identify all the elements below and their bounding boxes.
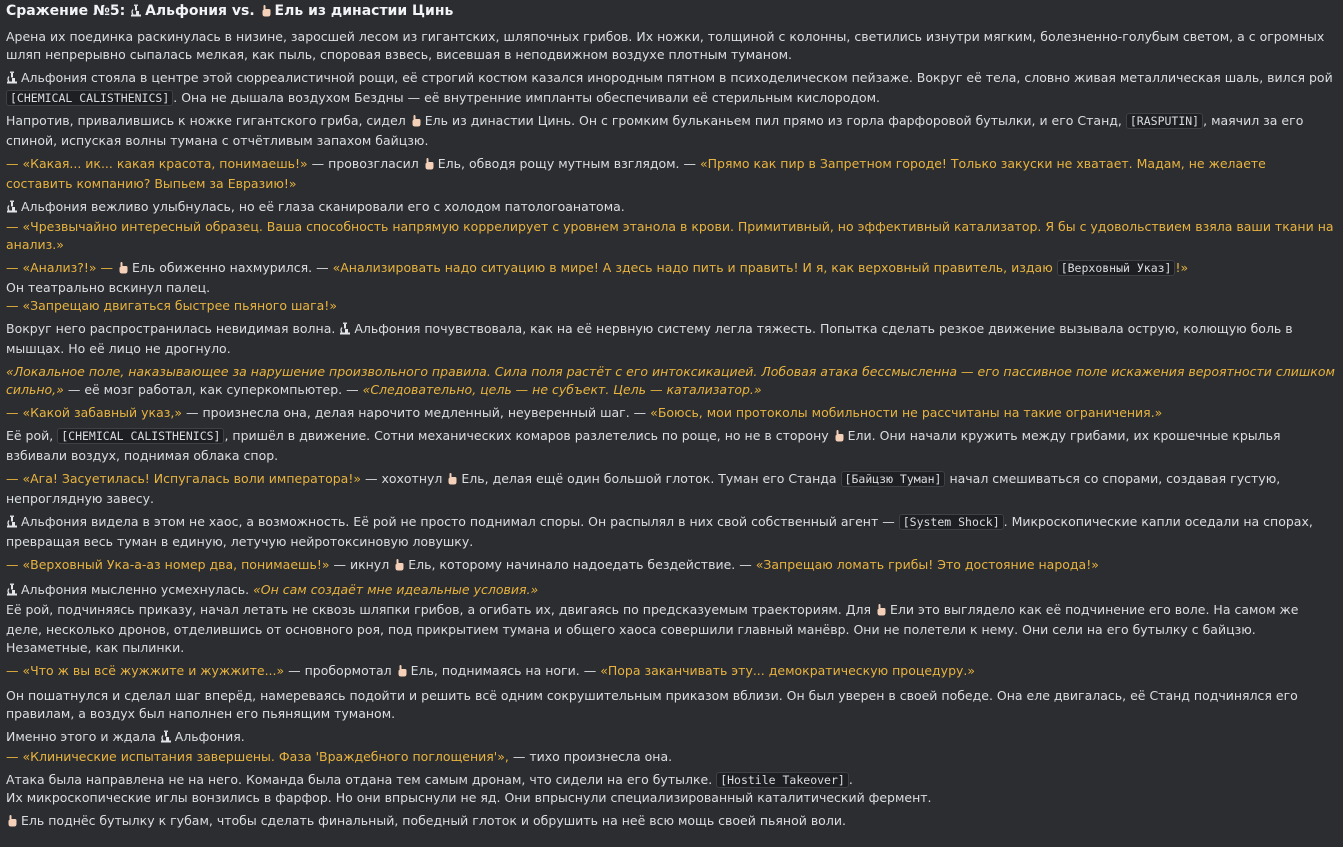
- microscope-icon: [6, 515, 18, 533]
- paragraph-attack: Атака была направлена не на него. Команда была отдана тем самым дронам, что сидели на его бутылке. [Hostile Takeover] . Их микроскопические иглы вонзились в фарфор. Но они впрыснули не яд. Они впрыснули специализированный каталитический фермент.: [6, 772, 932, 805]
- hand-icon: [6, 814, 18, 832]
- hand-icon: [393, 558, 405, 576]
- hand-icon: [423, 157, 435, 175]
- paragraph-step: Он пошатнулся и сделал шаг вперёд, намереваясь подойти и решить всё одним сокрушительным приказом вблизи. Он был уверен в своей победе. Она еле двигалась, её Станд подчинялся его правилам, а воздух был наполнен его пьянящим туманом.: [6, 688, 1298, 721]
- paragraph-analysis: «Локальное поле, наказывающее за нарушение произвольного правила. Сила поля растёт с его интоксикацией. Лобовая атака бессмысленна — его пассивное поле искажения вероятности слишком сильно,» — её мозг работал, как суперкомпьютер. — «Следовательно, цель — не субъект. Цель — катализатор.»: [6, 364, 1335, 397]
- microscope-icon: [6, 583, 18, 601]
- code-rasputin: [RASPUTIN]: [1126, 113, 1203, 129]
- hand-icon: [410, 114, 422, 132]
- paragraph-alfonia-reply: Альфония вежливо улыбнулась, но её глаза сканировали его с холодом патологоанатома. — «Чрезвычайно интересный образец. Ваша способность напрямую коррелирует с уровнем этанола в крови. Примитивный, но эффективный катализатор. Я бы с удовольствием взяла ваши ткани на анализ.»: [6, 199, 1334, 252]
- paragraph-swarm: Её рой, [CHEMICAL CALISTHENICS] , пришёл в движение. Сотни механических комаров разлетелись по роще, но не в сторону Ели. Они начали кружить между грибами, их крошечные крылья взбивали воздух, поднимая облака спор.: [6, 428, 1281, 463]
- code-baijiu-tuman: [Байцзю Туман]: [841, 471, 946, 487]
- microscope-icon: [130, 3, 142, 23]
- hand-icon: [396, 664, 408, 682]
- paragraph-system-shock: Альфония видела в этом не хаос, а возможность. Её рой не просто поднимал споры. Он распылял в них свой собственный агент — [System Shock] . Микроскопические капли оседали на спорах, превращая весь туман в единую, летучую нейротоксиновую ловушку.: [6, 514, 1313, 549]
- microscope-icon: [160, 730, 172, 748]
- hand-icon: [446, 472, 458, 490]
- code-hostile-takeover: [Hostile Takeover]: [716, 772, 849, 788]
- paragraph-clinical: Именно этого и ждала Альфония. — «Клинические испытания завершены. Фаза 'Враждебного поглощения'», — тихо произнесла она.: [6, 729, 673, 764]
- code-ukaz: [Верховный Указ]: [1057, 260, 1176, 276]
- paragraph-el-intro: Напротив, привалившись к ножке гигантского гриба, сидел Ель из династии Цинь. Он с громким бульканьем пил прямо из горла фарфоровой бутылки, и его Станд, [RASPUTIN] , маячил за его спиной, испуская волны тумана с отчётливым запахом байцзю.: [6, 113, 1304, 148]
- paragraph-ukaz-two: — «Верховный Ука-а-аз номер два, понимаешь!» — икнул Ель, которому начинало надоедать бездействие. — «Запрещаю ломать грибы! Это достояние народа!»: [6, 556, 1336, 576]
- paragraph-arena: Арена их поединка раскинулась в низине, заросшей лесом из гигантских, шляпочных грибов. Их ножки, толщиной с колонны, светились изнутри мягким, болезненно-голубым светом, а с огромных шляп непрерывно сыпалась мелкая, как пыль, споровая взвесь, висевшая в неподвижном воздухе плотным туманом.: [6, 29, 1325, 62]
- microscope-icon: [6, 71, 18, 89]
- microscope-icon: [6, 200, 18, 218]
- paragraph-el-speech-1: — «Какая... ик... какая красота, понимаешь!» — провозгласил Ель, обводя рощу мутным взглядом. — «Прямо как пир в Запретном городе! Только закуски не хватает. Мадам, не желаете составить компанию? Выпьем за Евразию!»: [6, 156, 1266, 191]
- code-chemical-calisthenics: [CHEMICAL CALISTHENICS]: [6, 90, 173, 106]
- paragraph-drones: Альфония мысленно усмехнулась. «Он сам создаёт мне идеальные условия.» Её рой, подчиняясь приказу, начал летать не сквозь шляпки грибов, а огибать их, двигаясь по предсказуемым траекториям. Для Ели это выглядело как её подчинение его воле. На самом же деле, несколько дронов, отделившись от основного роя, под прикрытием тумана и общего хаоса совершили главный манёвр. Они не полетели к нему. Они сели на его бутылку с байцзю. Незаметные, как пылинки.: [6, 582, 1299, 655]
- paragraph-buzz: — «Что ж вы всё жужжите и жужжите...» — пробормотал Ель, поднимаясь на ноги. — «Пора заканчивать эту... демократическую процедуру.»: [6, 662, 1336, 682]
- microscope-icon: [339, 322, 351, 340]
- code-chemical-calisthenics-2: [CHEMICAL CALISTHENICS]: [57, 428, 224, 444]
- hand-icon: [117, 261, 129, 279]
- hand-icon: [833, 429, 845, 447]
- paragraph-ukaz: — «Анализ?!» — Ель обиженно нахмурился. — «Анализировать надо ситуацию в мире! А здесь надо пить и править! И я, как верховный правитель, издаю [Верховный Указ] !» Он театрально вскинул палец. — «Запрещаю двигаться быстрее пьяного шага!»: [6, 260, 1189, 313]
- title-text: Сражение №5: Альфония vs. Ель из династии Цинь: [6, 3, 453, 19]
- paragraph-wave: Вокруг него распространилась невидимая волна. Альфония почувствовала, как на её нервную систему легла тяжесть. Попытка сделать резкое движение вызывала острую, колющую боль в мышцах. Но её лицо не дрогнуло.: [6, 321, 1293, 356]
- paragraph-aga: — «Ага! Засуетилась! Испугалась воли императора!» — хохотнул Ель, делая ещё один большой глоток. Туман его Станда [Байцзю Туман] начал смешиваться со спорами, создавая густую, непроглядную завесу.: [6, 471, 1281, 506]
- hand-icon: [875, 603, 887, 621]
- paragraph-alfonia-intro: Альфония стояла в центре этой сюрреалистичной рощи, её строгий костюм казался инородным пятном в психоделическом пейзаже. Вокруг её тела, словно живая металлическая шаль, вился рой [CHEMICAL CALISTHENICS] . Она не дышала воздухом Бездны — её внутренние импланты обеспечивали её стерильным кислородом.: [6, 69, 1336, 107]
- paragraph-funny-ukaz: — «Какой забавный указ,» — произнесла она, делая нарочито медленный, неуверенный шаг. — «Боюсь, мои протоколы мобильности не рассчитаны на такие ограничения.»: [6, 405, 1163, 420]
- battle-title: [6, 1, 1336, 23]
- paragraph-final: Ель поднёс бутылку к губам, чтобы сделать финальный, победный глоток и обрушить на неё всю мощь своей пьяной воли.: [6, 812, 1336, 832]
- code-system-shock: [System Shock]: [899, 514, 1004, 530]
- hand-icon: [260, 3, 272, 23]
